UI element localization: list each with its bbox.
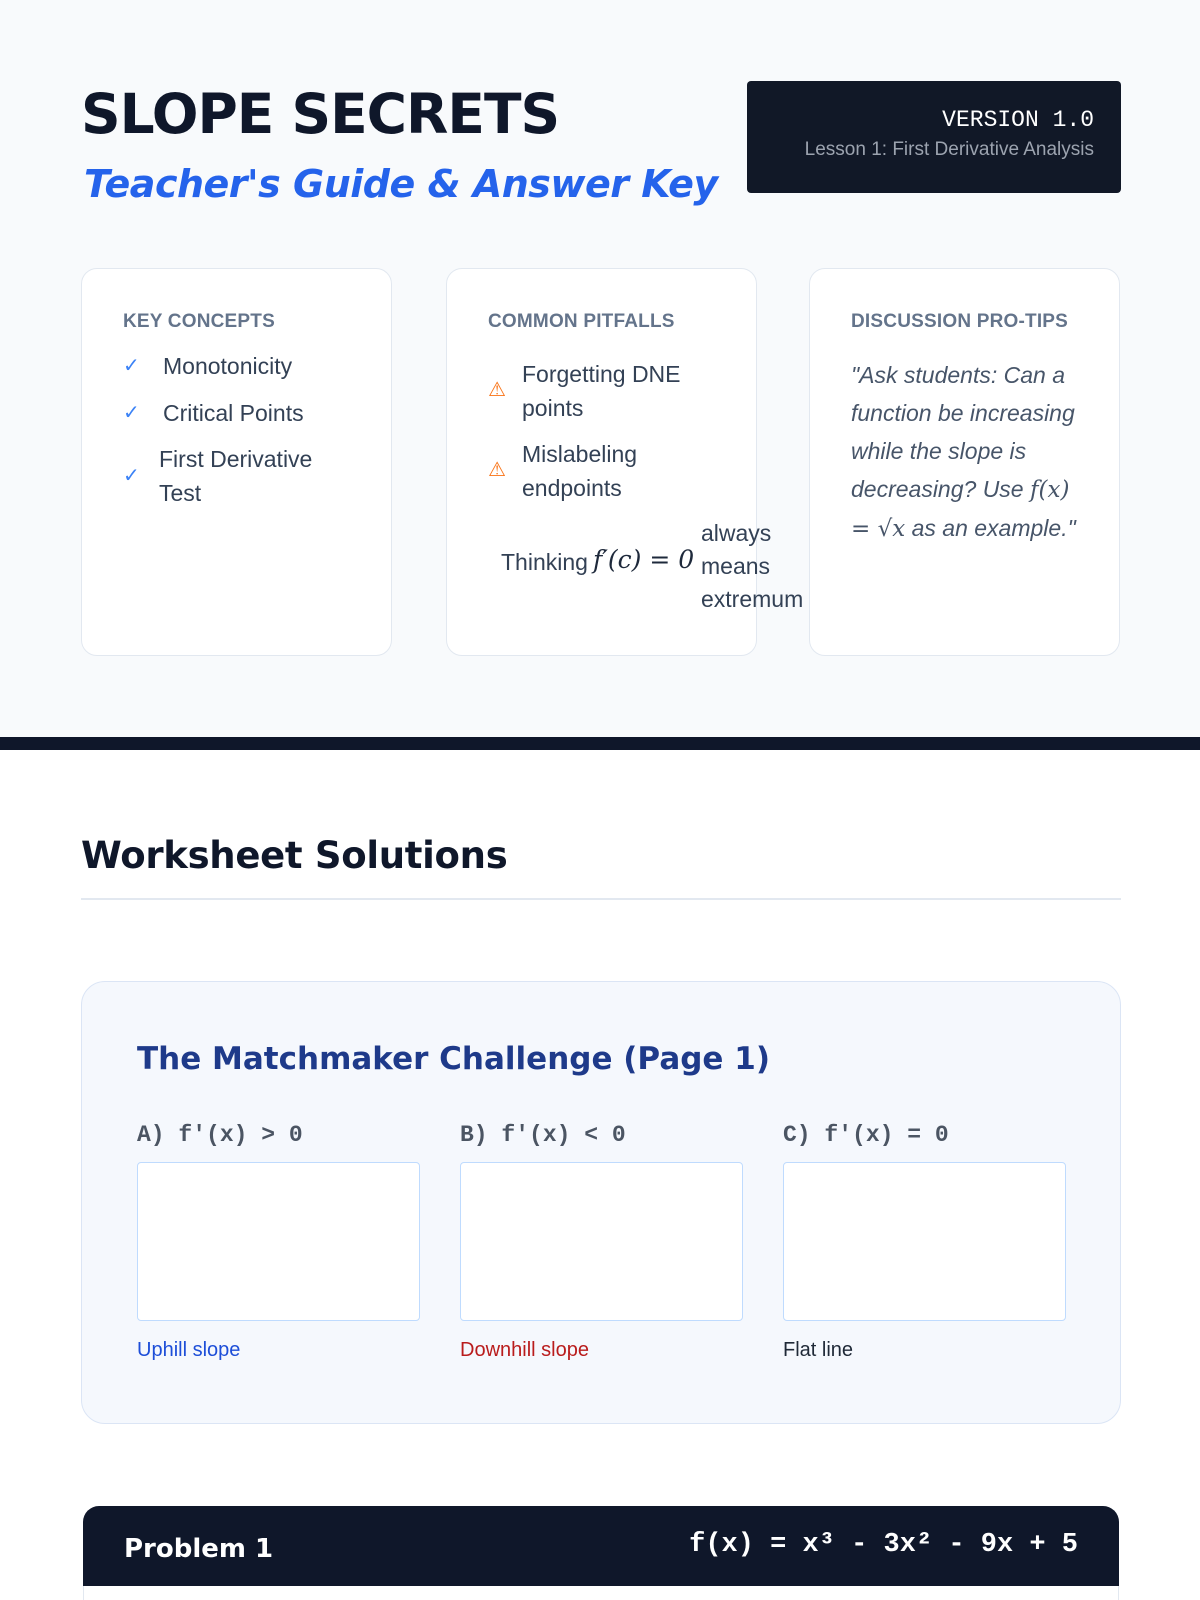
discussion-tips-card — [809, 268, 1120, 656]
page-title: SLOPE SECRETS — [81, 82, 560, 146]
version-badge — [747, 81, 1121, 193]
match-column-a — [137, 1122, 420, 1362]
warning-icon: ⚠ — [488, 459, 506, 481]
math-expression: f′(c) = 0 — [593, 545, 695, 574]
column-caption: Downhill slope — [460, 1339, 589, 1361]
sketch-box — [137, 1162, 420, 1321]
match-column-b — [460, 1122, 743, 1362]
problem-title: Problem 1 — [124, 1534, 274, 1564]
match-column-c — [783, 1122, 1066, 1362]
column-label: A) f'(x) > 0 — [137, 1122, 303, 1148]
column-caption: Flat line — [783, 1339, 854, 1361]
card-title: COMMON PITFALLS — [488, 311, 675, 332]
matchmaker-panel — [81, 981, 1121, 1424]
tip-quote: "Ask students: Can a function be increasing while the slope is decreasing? Use f(x) = √x as an example." — [851, 362, 1076, 542]
problem-body — [83, 1586, 1119, 1600]
section-divider — [0, 737, 1200, 750]
lesson-label: Lesson 1: First Derivative Analysis — [804, 139, 1094, 160]
card-title: DISCUSSION PRO-TIPS — [851, 311, 1069, 332]
column-caption: Uphill slope — [137, 1339, 241, 1361]
problem-header — [83, 1506, 1119, 1600]
worksheet-title: Worksheet Solutions — [81, 834, 508, 877]
common-pitfalls-card: COMMON PITFALLS ⚠ Forgetting DNE points ⚠ Mislabeling endpoints Thinking f′(c) = 0 always means extremum — [446, 268, 757, 656]
column-label: C) f'(x) = 0 — [783, 1122, 949, 1148]
card-title: KEY CONCEPTS — [123, 311, 275, 332]
math-expression: f(x) = √x — [851, 477, 1070, 542]
check-icon: ✓ — [123, 402, 140, 424]
version-label: VERSION 1.0 — [942, 107, 1094, 133]
check-icon: ✓ — [123, 465, 140, 487]
check-icon: ✓ — [123, 355, 140, 377]
list-item: Thinking f′(c) = 0 always means extremum — [501, 520, 804, 612]
problem-equation: f(x) = x³ - 3x² - 9x + 5 — [689, 1530, 1078, 1560]
column-label: B) f'(x) < 0 — [460, 1122, 626, 1148]
sketch-box — [783, 1162, 1066, 1321]
matchmaker-title: The Matchmaker Challenge (Page 1) — [137, 1041, 770, 1077]
warning-icon: ⚠ — [488, 379, 506, 401]
page-subtitle: Teacher's Guide & Answer Key — [84, 162, 718, 206]
key-concepts-card: KEY CONCEPTS ✓ Monotonicity ✓ Critical Points ✓ First Derivative Test — [81, 268, 392, 656]
title-rule — [81, 898, 1121, 900]
sketch-box — [460, 1162, 743, 1321]
